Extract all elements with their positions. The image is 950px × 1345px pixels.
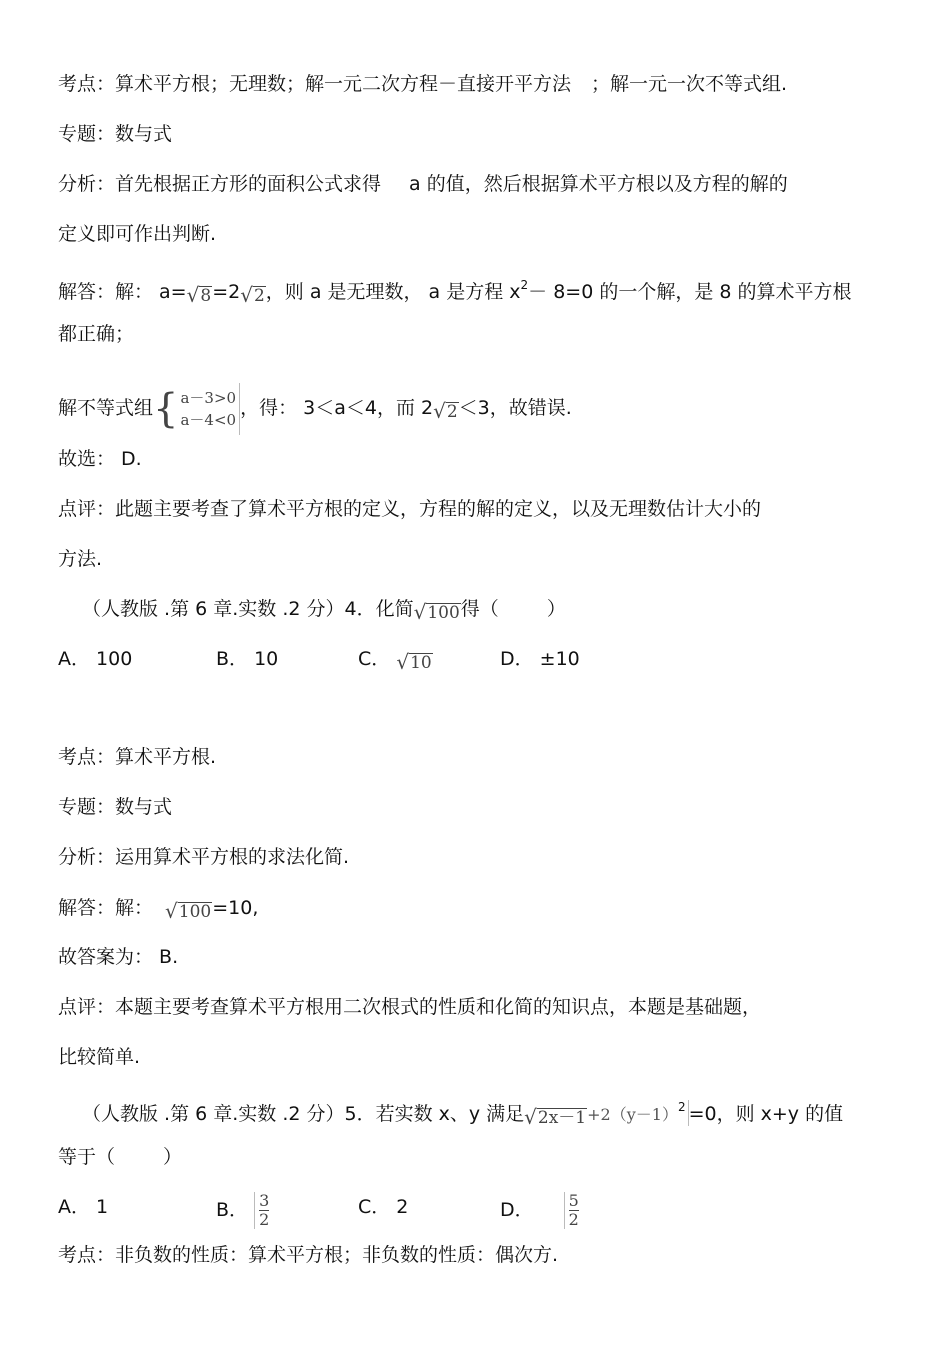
q3-kaodian-tail: ；解一元一次不等式组. <box>591 73 788 95</box>
sqrt-100-formula: √ 100 <box>165 899 212 923</box>
q4-option-c: C． √ 10 <box>358 648 432 674</box>
q3-fenxi <box>58 172 788 196</box>
q5-stem-cont: 等于（ ） <box>58 1146 183 1168</box>
sqrt-2-formula: √ 2 <box>240 283 265 307</box>
sqrt-100-formula: √ 100 <box>413 600 460 624</box>
radical-sign-icon: √ <box>165 899 178 923</box>
q3-ineq-prefix: 解不等式组 <box>58 397 154 419</box>
radical-sign-icon: √ <box>396 650 410 674</box>
q5-option-b: B． $\frac{3}{2}$ <box>216 1191 270 1229</box>
radical-sign-icon: √ <box>186 283 200 307</box>
q5-option-c: C． 2 <box>358 1196 409 1218</box>
q4-option-b: B． 10 <box>216 648 279 670</box>
q3-zhuanti: 专题：数与式 <box>58 123 173 145</box>
q4-kaodian: 考点：算术平方根. <box>58 746 217 768</box>
q5-option-a: A． 1 <box>58 1196 109 1218</box>
q4-dianping-cont: 比较简单. <box>58 1046 141 1068</box>
q4-option-a: A． 100 <box>58 648 133 670</box>
q4-guda: 故答案为： B. <box>58 946 179 968</box>
q5-kaodian: 考点：非负数的性质：算术平方根；非负数的性质：偶次方. <box>58 1244 559 1266</box>
q3-dianping: 点评：此题主要考查了算术平方根的定义，方程的解的定义，以及无理数估计大小的 <box>58 498 762 520</box>
q3-guxuan: 故选： D. <box>58 448 142 470</box>
q3-jieda-cont: 都正确； <box>58 323 135 345</box>
q3-fenxi-a: 分析：首先根据正方形的面积公式求得 <box>58 173 382 195</box>
sqrt-8-formula: √ 8 <box>186 283 212 307</box>
sqrt-2-formula: √ 2 <box>433 399 458 423</box>
q4-dianping: 点评：本题主要考查算术平方根用二次根式的性质和化简的知识点，本题是基础题， <box>58 996 762 1018</box>
sqrt-10-formula: √ 10 <box>396 650 432 674</box>
radical-sign-icon: √ <box>413 600 427 624</box>
q3-inequality: 解不等式组 { a－3>0 a－4<0 ，得： 3＜a＜4，而 2 √ 2 ＜3，故错误. <box>58 382 572 434</box>
inequality-system-formula: { a－3>0 a－4<0 <box>153 383 240 435</box>
q4-jieda: 解答：解： √ 100 =10, <box>58 897 259 923</box>
fraction-3-2-formula: $\frac{3}{2}$ <box>254 1192 269 1229</box>
left-brace-icon: { <box>153 385 179 432</box>
radical-sign-icon: √ <box>433 399 446 423</box>
q3-fenxi-cont: 定义即可作出判断. <box>58 223 217 245</box>
q4-fenxi: 分析：运用算术平方根的求法化简. <box>58 846 350 868</box>
fraction-5-2-formula: $\frac{5}{2}$ <box>564 1192 579 1229</box>
exponent-2: 2 <box>520 278 529 292</box>
radical-sign-icon: √ <box>240 283 253 307</box>
q4-stem: （人教版 .第 6 章.实数 .2 分）4．化简 √ 100 得（ ） <box>82 598 566 624</box>
q5-option-d: D． $\frac{5}{2}$ <box>500 1191 579 1229</box>
sqrt-2x-minus-1-formula: √ 2x－1 <box>524 1105 587 1129</box>
q4-option-d: D． ±10 <box>500 648 580 670</box>
q5-stem: （人教版 .第 6 章.实数 .2 分）5．若实数 x、y 满足 √ 2x－1 $+2(y-1)^2 =0$，则 x+y 的值 <box>82 1100 844 1129</box>
radical-sign-icon: √ <box>524 1105 537 1129</box>
q4-zhuanti: 专题：数与式 <box>58 796 173 818</box>
q3-jieda-prefix: 解答：解： a= <box>58 281 187 303</box>
q3-dianping-cont: 方法. <box>58 548 103 570</box>
q3-kaodian <box>58 72 787 96</box>
q3-kaodian-text: 考点：算术平方根；无理数；解一元二次方程－直接开平方法 <box>58 73 572 95</box>
q3-jieda: 解答：解： a= √ 8 =2 √ 2 ，则 a 是无理数， a 是方程 $x^2- 8=0$ 的一个解，是 8 的算术平方根 <box>58 278 852 307</box>
q3-fenxi-b: a 的值，然后根据算术平方根以及方程的解的 <box>409 173 788 195</box>
